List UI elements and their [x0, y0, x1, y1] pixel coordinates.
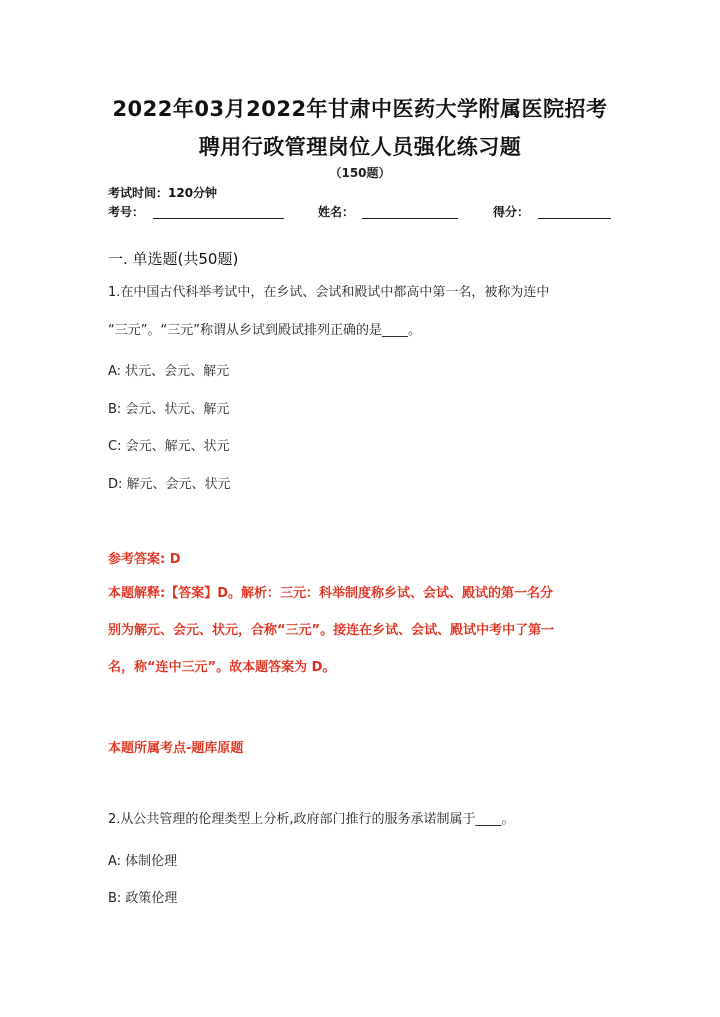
question-1-explanation-line1: 本题解释:【答案】D。解析：三元：科举制度称乡试、会试、殿试的第一名分 — [108, 586, 553, 601]
exam-time: 考试时间：120分钟 — [108, 186, 218, 200]
document-title-line1: 2022年03月2022年甘肃中医药大学附属医院招考 — [112, 97, 608, 121]
question-1-topic: 本题所属考点-题库原题 — [108, 741, 244, 756]
question-1-option-b: B: 会元、状元、解元 — [108, 402, 230, 417]
name-blank — [362, 218, 458, 219]
question-1-answer: 参考答案: D — [108, 552, 181, 567]
question-1-option-a: A: 状元、会元、解元 — [108, 364, 230, 379]
question-1-option-d: D: 解元、会元、状元 — [108, 477, 231, 492]
question-2-option-a: A: 体制伦理 — [108, 854, 178, 869]
name-label: 姓名： — [318, 205, 355, 219]
question-1-stem-line2: “三元”。“三元”称谓从乡试到殿试排列正确的是____。 — [108, 323, 421, 338]
exam-number-blank — [153, 218, 284, 219]
score-blank — [538, 218, 611, 219]
exam-number-label: 考号： — [108, 205, 145, 219]
question-1-explanation-line3: 名，称“连中三元”。故本题答案为 D。 — [108, 660, 336, 675]
question-2-stem-line1: 2.从公共管理的伦理类型上分析,政府部门推行的服务承诺制属于____。 — [108, 812, 515, 827]
question-1-stem-line1: 1.在中国古代科举考试中，在乡试、会试和殿试中都高中第一名，被称为连中 — [108, 285, 550, 300]
question-1-option-c: C: 会元、解元、状元 — [108, 439, 230, 454]
section-heading: 一. 单选题(共50题) — [108, 250, 239, 268]
question-1-explanation-line2: 别为解元、会元、状元，合称“三元”。接连在乡试、会试、殿试中考中了第一 — [108, 623, 555, 638]
document-title-line2: 聘用行政管理岗位人员强化练习题 — [198, 135, 522, 159]
question-2-option-b: B: 政策伦理 — [108, 891, 178, 906]
score-label: 得分： — [493, 205, 530, 219]
question-count: （150题） — [329, 166, 391, 180]
